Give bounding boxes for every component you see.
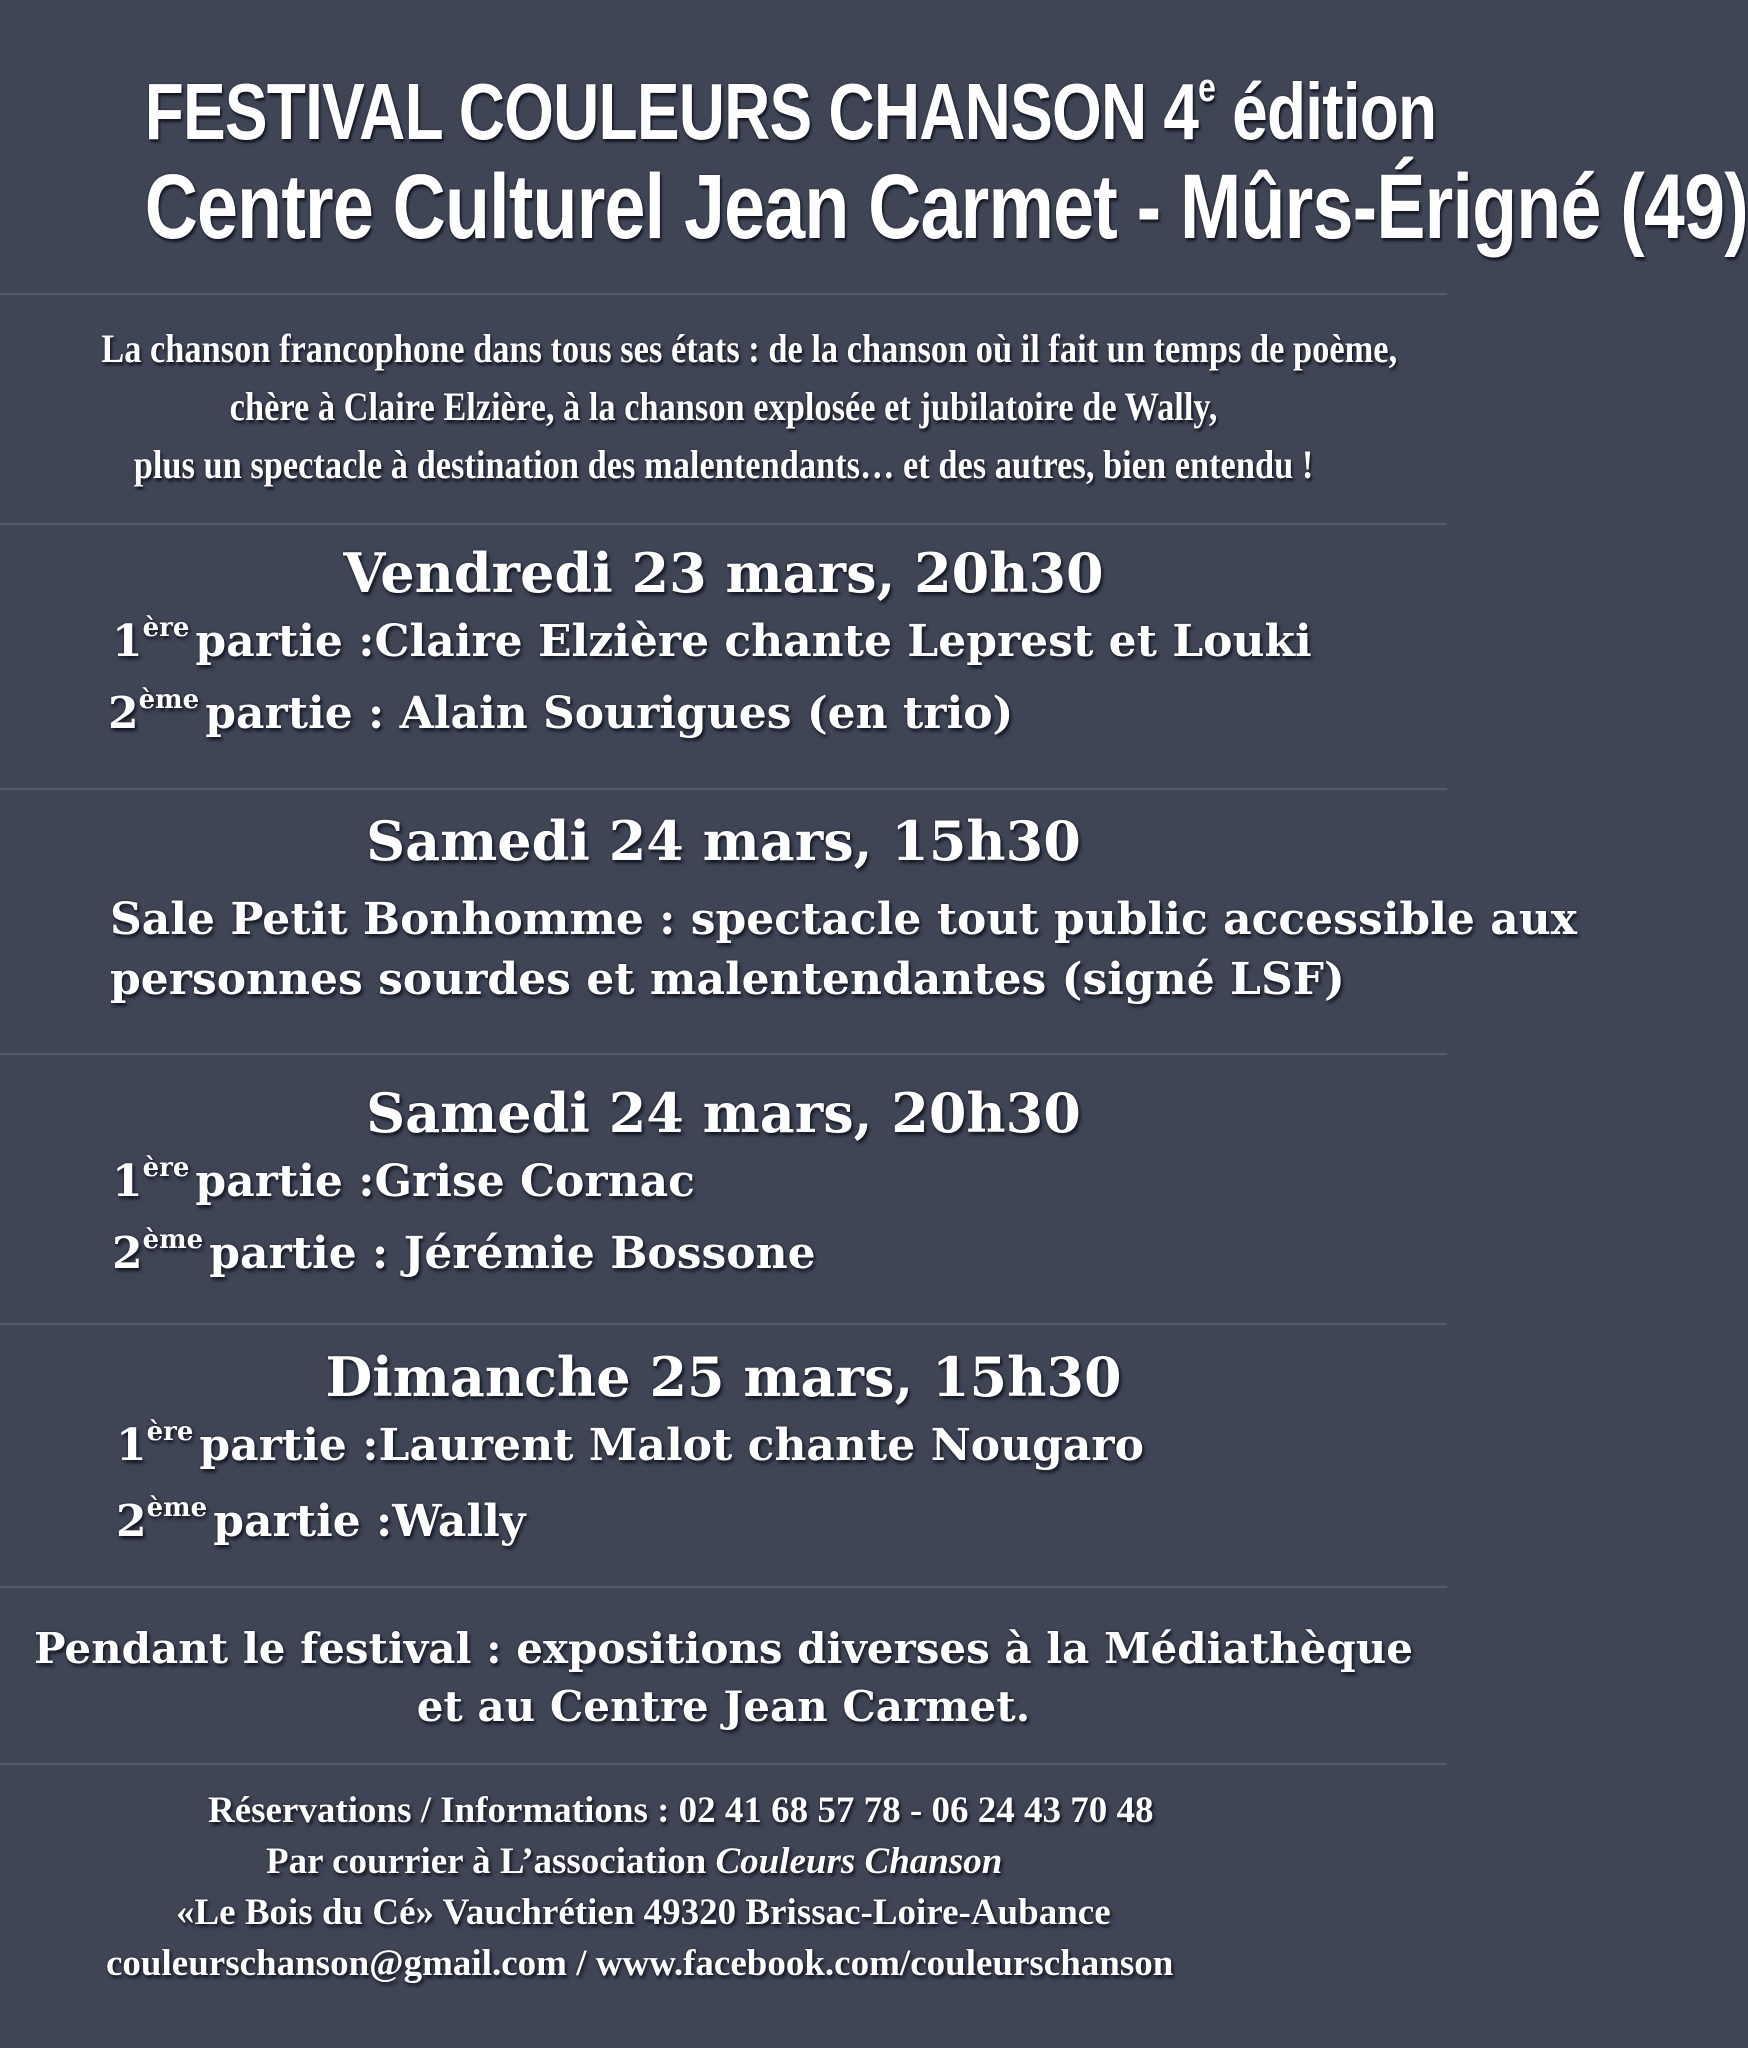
festival-note-line: et au Centre Jean Carmet. xyxy=(416,1682,1031,1731)
day-heading: Vendredi 23 mars, 20h30 xyxy=(343,541,1104,605)
program-part: 1ère partie :Claire Elzière chante Leprest et Louki xyxy=(112,613,1312,667)
artist-name: Laurent Malot chante Nougaro xyxy=(378,1420,1144,1471)
festival-note xyxy=(0,1620,1447,1736)
artist-name: Jérémie Bossone xyxy=(388,1228,816,1279)
mail-line: Par courrier à L’association Couleurs Chanson xyxy=(266,1841,1003,1882)
divider xyxy=(0,1586,1447,1588)
venue-title: Centre Culturel Jean Carmet - Mûrs-Érigné (49) xyxy=(144,156,1748,258)
artist-name: Grise Cornac xyxy=(374,1156,695,1207)
contact-info xyxy=(0,1785,1447,1989)
program-part: 2ème partie : Jérémie Bossone xyxy=(112,1225,816,1279)
intro-text xyxy=(0,320,1447,494)
divider xyxy=(0,293,1447,295)
divider xyxy=(0,1763,1447,1765)
divider xyxy=(0,788,1447,790)
divider xyxy=(0,523,1447,525)
poster-header xyxy=(0,66,1748,258)
program-part: 2ème partie :Wally xyxy=(116,1493,526,1547)
artist-name: Wally xyxy=(392,1496,526,1547)
artist-name: Alain Sourigues (en trio) xyxy=(384,688,1014,739)
day-heading: Samedi 24 mars, 15h30 xyxy=(366,809,1081,873)
program-saturday-afternoon xyxy=(0,808,1577,1010)
artist-name: Claire Elzière chante Leprest et Louki xyxy=(374,616,1312,667)
program-part: 2ème partie : Alain Sourigues (en trio) xyxy=(108,685,1014,739)
festival-note-line: Pendant le festival : expositions diverses à la Médiathèque xyxy=(33,1624,1414,1673)
intro-line: plus un spectacle à destination des malentendants… et des autres, bien entendu ! xyxy=(133,442,1314,487)
divider xyxy=(0,1323,1447,1325)
program-friday xyxy=(0,540,1447,750)
association-name: Couleurs Chanson xyxy=(715,1841,1003,1882)
web-line[interactable]: couleurschanson@gmail.com / www.facebook.com/couleurschanson xyxy=(106,1943,1174,1984)
show-description: personnes sourdes et malentendantes (signé LSF) xyxy=(110,954,1345,1005)
intro-line: La chanson francophone dans tous ses états : de la chanson où il fait un temps de poème, xyxy=(101,326,1398,371)
reservations-line: Réservations / Informations : 02 41 68 57 78 - 06 24 43 70 48 xyxy=(208,1790,1154,1831)
divider xyxy=(0,1053,1447,1055)
program-part: 1ère partie :Laurent Malot chante Nougaro xyxy=(116,1417,1144,1471)
edition-superscript: e xyxy=(1198,66,1216,110)
festival-title: FESTIVAL COULEURS CHANSON 4e édition xyxy=(144,66,1437,156)
program-saturday-evening xyxy=(0,1080,1447,1290)
program-sunday xyxy=(0,1344,1447,1562)
show-description: Sale Petit Bonhomme : spectacle tout public accessible aux xyxy=(110,894,1577,945)
program-part: 1ère partie :Grise Cornac xyxy=(112,1153,695,1207)
day-heading: Samedi 24 mars, 20h30 xyxy=(366,1081,1081,1145)
day-heading: Dimanche 25 mars, 15h30 xyxy=(325,1345,1122,1409)
address-line: «Le Bois du Cé» Vauchrétien 49320 Brissac-Loire-Aubance xyxy=(176,1892,1111,1933)
intro-line: chère à Claire Elzière, à la chanson explosée et jubilatoire de Wally, xyxy=(229,384,1218,429)
